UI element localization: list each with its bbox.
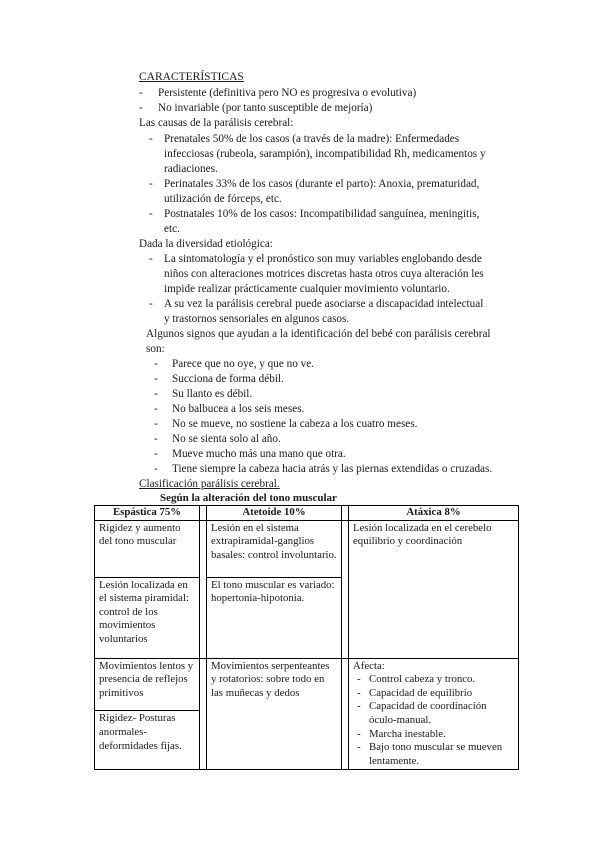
table-header-row <box>95 506 519 521</box>
header-atetoide: Atetoide 10% <box>207 506 342 521</box>
table-spacer <box>200 658 207 770</box>
ataxica-affects-cell <box>349 658 519 770</box>
sign-item: Su llanto es débil. <box>172 388 253 400</box>
table-caption: Según la alteración del tono muscular <box>160 492 337 504</box>
bullet-dash: - <box>154 403 158 415</box>
classification-table <box>94 505 519 770</box>
sign-item: No se mueve, no sostiene la cabeza a los cuatro meses. <box>172 418 418 430</box>
table-spacer <box>342 658 349 770</box>
affects-list <box>353 673 514 768</box>
diversity-line: impide realizar prácticamente cualquier movimiento voluntario. <box>164 283 450 295</box>
header-ataxica: Atáxica 8% <box>349 506 519 521</box>
list-item: - Capacidad de equilibrio <box>357 686 473 699</box>
bullet-dash: - <box>139 87 143 99</box>
diversity-intro: Dada la diversidad etiológica: <box>139 238 273 250</box>
ataxica-cell: Lesión localizada en el cerebelo equilibrio y coordinación <box>349 520 519 658</box>
table-spacer <box>342 506 349 521</box>
section-heading: CARACTERÍSTICAS <box>139 71 244 83</box>
signs-intro: Algunos signos que ayudan a la identificación del bebé con parálisis cerebral <box>146 328 491 340</box>
affects-label: Afecta: <box>353 659 385 672</box>
bullet-dash: - <box>154 448 158 460</box>
cause-line: Postnatales 10% de los casos: Incompatibilidad sanguínea, meningitis, <box>164 208 480 220</box>
diversity-line: niños con alteraciones motrices discretas hasta otros cuya alteración les <box>164 268 484 280</box>
bullet-dash: - <box>154 358 158 370</box>
bullet-dash: - <box>149 298 153 310</box>
diversity-line: La sintomatología y el pronóstico son muy variables englobando desde <box>164 253 482 265</box>
causes-intro: Las causas de la parálisis cerebral: <box>139 117 294 129</box>
bullet-dash: - <box>154 388 158 400</box>
espastica-cell: Lesión localizada en el sistema piramidal: control de los movimientos voluntarios <box>95 577 200 658</box>
characteristic-item: Persistente (definitiva pero NO es progresiva o evolutiva) <box>158 87 417 99</box>
cause-line: etc. <box>164 223 180 235</box>
atetoide-cell: Lesión en el sistema extrapiramidal-ganglios basales: control involuntario. <box>207 520 342 577</box>
table-spacer <box>342 520 349 658</box>
list-item: - Control cabeza y tronco. <box>357 673 476 686</box>
sign-item: Mueve mucho más una mano que otra. <box>172 448 346 460</box>
bullet-dash: - <box>154 373 158 385</box>
bullet-dash: - <box>149 133 153 145</box>
signs-intro: son: <box>146 343 165 355</box>
bullet-dash: - <box>149 208 153 220</box>
list-item: - Capacidad de coordinación óculo-manual. <box>357 700 487 726</box>
espastica-cell: Rigidez- Posturas anormales-deformidades fijas. <box>95 711 200 770</box>
classification-heading: Clasificación parálisis cerebral. <box>139 478 280 490</box>
bullet-dash: - <box>139 102 143 114</box>
diversity-line: y trastornos sensoriales en algunos casos. <box>164 313 350 325</box>
bullet-dash: - <box>149 253 153 265</box>
characteristic-item: No invariable (por tanto susceptible de mejoría) <box>158 102 373 114</box>
sign-item: No se sienta solo al año. <box>172 433 281 445</box>
bullet-dash: - <box>149 178 153 190</box>
table-spacer <box>200 520 207 658</box>
diversity-line: A su vez la parálisis cerebral puede asociarse a discapacidad intelectual <box>164 298 484 310</box>
table-spacer <box>200 506 207 521</box>
atetoide-cell: Movimientos serpenteantes y rotatorios: sobre todo en las muñecas y dedos <box>207 658 342 770</box>
cause-line: Prenatales 50% de los casos (a través de la madre): Enfermedades <box>164 133 460 145</box>
list-item: - Bajo tono muscular se mueven lentamente. <box>357 741 503 767</box>
sign-item: Parece que no oye, y que no ve. <box>172 358 314 370</box>
table-row <box>95 658 519 711</box>
header-espastica: Espástica 75% <box>95 506 200 521</box>
espastica-cell: Rigidez y aumento del tono muscular <box>95 520 200 577</box>
atetoide-cell: El tono muscular es variado: hopertonia-hipotonia. <box>207 577 342 658</box>
sign-item: No balbucea a los seis meses. <box>172 403 305 415</box>
table-row <box>95 520 519 577</box>
list-item: - Marcha inestable. <box>357 727 446 740</box>
sign-item: Tiene siempre la cabeza hacia atrás y las piernas extendidas o cruzadas. <box>172 463 493 475</box>
espastica-cell: Movimientos lentos y presencia de reflejos primitivos <box>95 658 200 711</box>
bullet-dash: - <box>154 463 158 475</box>
cause-line: infecciosas (rubeola, sarampión), incompatibilidad Rh, medicamentos y <box>164 148 486 160</box>
bullet-dash: - <box>154 433 158 445</box>
cause-line: utilización de fórceps, etc. <box>164 193 282 205</box>
bullet-dash: - <box>154 418 158 430</box>
cause-line: Perinatales 33% de los casos (durante el parto): Anoxia, prematuridad, <box>164 178 480 190</box>
sign-item: Succiona de forma débil. <box>172 373 284 385</box>
cause-line: radiaciones. <box>164 163 218 175</box>
